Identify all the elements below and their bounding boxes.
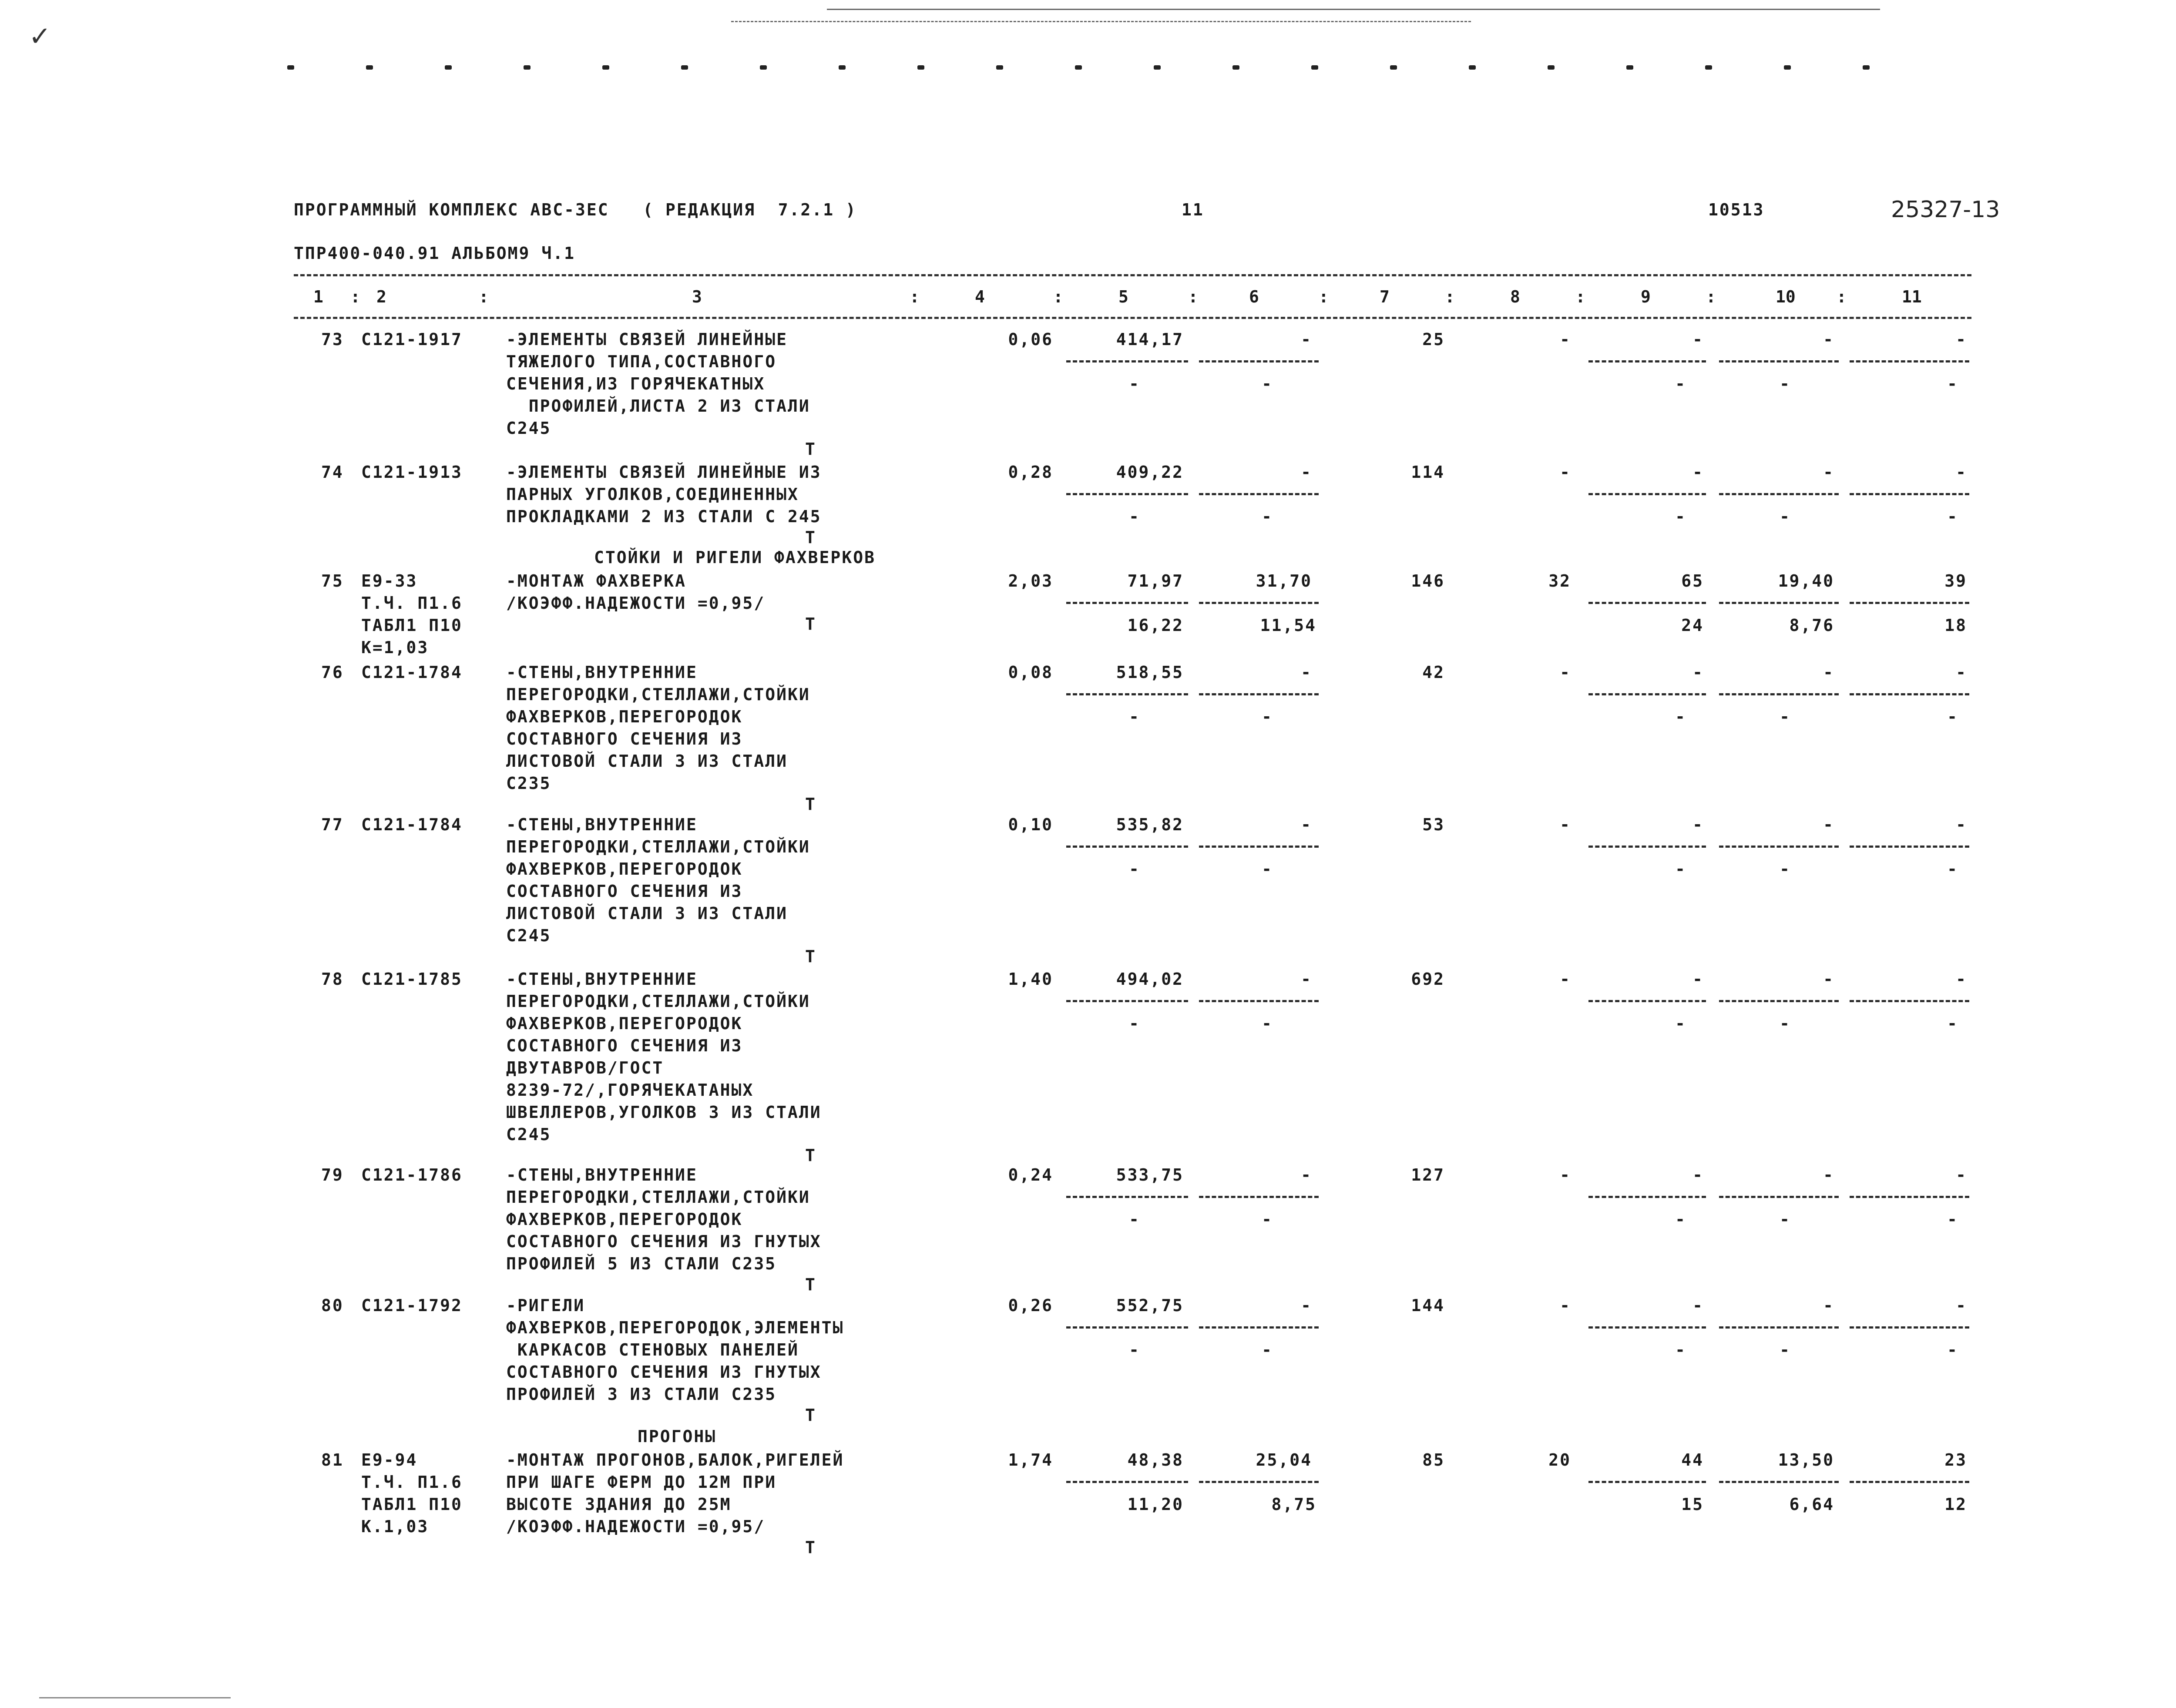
subtotal-separator (1588, 1326, 1706, 1329)
row-code: Т.Ч. П1.6 (361, 594, 463, 613)
cell-col6-secondary: - (1262, 1340, 1273, 1359)
cell-col11-secondary: - (1947, 707, 1958, 726)
column-header: 9 (1641, 287, 1651, 306)
cell-col11: - (1956, 463, 1967, 482)
cell-col11: - (1956, 330, 1967, 349)
subtotal-separator (1588, 846, 1706, 848)
cell-col8: - (1560, 663, 1571, 682)
row-description: ПЕРЕГОРОДКИ,СТЕЛЛАЖИ,СТОЙКИ (506, 992, 810, 1011)
row-description: ФАХВЕРКОВ,ПЕРЕГОРОДОК (506, 707, 743, 726)
column-separator: : (479, 287, 489, 306)
cell-col9-secondary: - (1675, 1210, 1686, 1229)
row-description: КАРКАСОВ СТЕНОВЫХ ПАНЕЛЕЙ (506, 1340, 799, 1359)
row-description: /КОЭФФ.НАДЕЖОСТИ =0,95/ (506, 594, 766, 613)
cell-col4: 1,74 (1008, 1450, 1053, 1470)
row-code: С121-1784 (361, 815, 463, 834)
perforation-mark (1232, 65, 1239, 70)
row-description: ДВУТАВРОВ/ГОСТ (506, 1058, 664, 1077)
perforation-mark (1154, 65, 1161, 70)
cell-col5: 518,55 (1116, 663, 1184, 682)
subtotal-separator (1199, 1481, 1319, 1483)
subtotal-separator (1719, 602, 1839, 604)
cell-col5-secondary: - (1129, 707, 1140, 726)
column-separator: : (1575, 287, 1585, 306)
cell-col6-secondary: 8,75 (1271, 1495, 1316, 1514)
perforation-mark (1311, 65, 1318, 70)
subtotal-separator (1199, 1000, 1319, 1002)
cell-col6: - (1301, 1296, 1312, 1315)
cell-col4: 0,24 (1008, 1165, 1053, 1185)
subtotal-separator (1719, 846, 1839, 848)
cell-col6-secondary: - (1262, 1210, 1273, 1229)
cell-col8: - (1560, 1165, 1571, 1185)
row-code: ТАБЛ1 П10 (361, 1495, 463, 1514)
cell-col6-secondary: 11,54 (1260, 616, 1316, 635)
row-description: ПЕРЕГОРОДКИ,СТЕЛЛАЖИ,СТОЙКИ (506, 837, 810, 856)
row-description: С245 (506, 1125, 551, 1144)
cell-col6: - (1301, 970, 1312, 989)
cell-col6: 25,04 (1256, 1450, 1312, 1470)
cell-col5: 71,97 (1127, 571, 1184, 591)
column-header: 2 (376, 287, 386, 306)
column-separator: : (1445, 287, 1455, 306)
subtotal-separator (1588, 1481, 1706, 1483)
row-description: С245 (506, 926, 551, 945)
row-description: /КОЭФФ.НАДЕЖОСТИ =0,95/ (506, 1517, 766, 1536)
cell-col10: - (1823, 815, 1834, 834)
perforation-mark (1863, 65, 1870, 70)
row-number: 81 (321, 1450, 344, 1470)
column-separator: : (1837, 287, 1847, 306)
row-description: ЛИСТОВОЙ СТАЛИ 3 ИЗ СТАЛИ (506, 904, 788, 923)
cell-col10: - (1823, 970, 1834, 989)
cell-col9: - (1692, 1296, 1704, 1315)
row-description: СЕЧЕНИЯ,ИЗ ГОРЯЧЕКАТНЫХ (506, 374, 766, 393)
column-header: 10 (1776, 287, 1796, 306)
cell-col6: - (1301, 463, 1312, 482)
subtotal-separator (1588, 693, 1706, 695)
cell-col7: 42 (1422, 663, 1445, 682)
column-header: 1 (313, 287, 323, 306)
subtotal-separator (1719, 493, 1839, 495)
cell-col8: - (1560, 970, 1571, 989)
row-number: 80 (321, 1296, 344, 1315)
cell-col4: 1,40 (1008, 970, 1053, 989)
cell-col5-secondary: 16,22 (1127, 616, 1184, 635)
cell-col5: 533,75 (1116, 1165, 1184, 1185)
subtotal-separator (1066, 602, 1188, 604)
subtotal-separator (1199, 693, 1319, 695)
column-separator: : (1053, 287, 1063, 306)
subtotal-separator (1199, 846, 1319, 848)
perforation-mark (1075, 65, 1082, 70)
perforation-mark (524, 65, 531, 70)
cell-col9: 44 (1681, 1450, 1704, 1470)
cell-col10-secondary: - (1780, 1340, 1791, 1359)
row-number: 79 (321, 1165, 344, 1185)
cell-col7: 114 (1411, 463, 1445, 482)
cell-col11: 23 (1944, 1450, 1967, 1470)
row-description: ФАХВЕРКОВ,ПЕРЕГОРОДОК (506, 859, 743, 879)
row-description: -РИГЕЛИ (506, 1296, 585, 1315)
cell-col9: - (1692, 970, 1704, 989)
cell-col11: - (1956, 663, 1967, 682)
album-title: ТПР400-040.91 АЛЬБОМ9 Ч.1 (294, 244, 575, 263)
cell-col8: 20 (1548, 1450, 1571, 1470)
row-description: ПАРНЫХ УГОЛКОВ,СОЕДИНЕННЫХ (506, 485, 799, 504)
row-description: -МОНТАЖ ФАХВЕРКА (506, 571, 687, 591)
subtotal-separator (1850, 846, 1969, 848)
cell-col7: 25 (1422, 330, 1445, 349)
cell-col9: - (1692, 815, 1704, 834)
cell-col9: 65 (1681, 571, 1704, 591)
header-rule-top (294, 274, 1971, 276)
column-header: 6 (1249, 287, 1259, 306)
perforation-mark (1469, 65, 1476, 70)
row-description: ЛИСТОВОЙ СТАЛИ 3 ИЗ СТАЛИ (506, 752, 788, 771)
cell-col9-secondary: 15 (1681, 1495, 1704, 1514)
handwritten-stamp: 25327-13 (1891, 197, 2000, 223)
row-number: 73 (321, 330, 344, 349)
total-marker: Т (805, 1146, 815, 1165)
subtotal-separator (1719, 693, 1839, 695)
column-header: 8 (1510, 287, 1520, 306)
cell-col4: 2,03 (1008, 571, 1053, 591)
subtotal-separator (1066, 360, 1188, 362)
cell-col10: 19,40 (1778, 571, 1834, 591)
top-rule (731, 21, 1471, 22)
cell-col5: 494,02 (1116, 970, 1184, 989)
cell-col11-secondary: 18 (1944, 616, 1967, 635)
column-header: 11 (1902, 287, 1922, 306)
cell-col5: 48,38 (1127, 1450, 1184, 1470)
perforation-mark (839, 65, 846, 70)
cell-col6-secondary: - (1262, 1014, 1273, 1033)
row-description: ПРИ ШАГЕ ФЕРМ ДО 12М ПРИ (506, 1473, 777, 1492)
subtotal-separator (1588, 360, 1706, 362)
cell-col4: 0,08 (1008, 663, 1053, 682)
row-description: СОСТАВНОГО СЕЧЕНИЯ ИЗ (506, 882, 743, 901)
row-description: -ЭЛЕМЕНТЫ СВЯЗЕЙ ЛИНЕЙНЫЕ ИЗ (506, 463, 822, 482)
cell-col7: 85 (1422, 1450, 1445, 1470)
row-code: С121-1785 (361, 970, 463, 989)
cell-col5: 552,75 (1116, 1296, 1184, 1315)
cell-col6: - (1301, 815, 1312, 834)
subtotal-separator (1199, 1326, 1319, 1329)
row-description: ФАХВЕРКОВ,ПЕРЕГОРОДОК (506, 1014, 743, 1033)
cell-col9-secondary: - (1675, 507, 1686, 526)
column-separator: : (1319, 287, 1329, 306)
subtotal-separator (1850, 1000, 1969, 1002)
cell-col5: 409,22 (1116, 463, 1184, 482)
cell-col7: 127 (1411, 1165, 1445, 1185)
subtotal-separator (1719, 360, 1839, 362)
cell-col9-secondary: - (1675, 859, 1686, 879)
row-code: К.1,03 (361, 1517, 429, 1536)
row-description: 8239-72/,ГОРЯЧЕКАТАНЫХ (506, 1081, 754, 1100)
total-marker: Т (805, 1406, 815, 1425)
row-number: 78 (321, 970, 344, 989)
subtotal-separator (1588, 493, 1706, 495)
cell-col5-secondary: - (1129, 1210, 1140, 1229)
cell-col8: 32 (1548, 571, 1571, 591)
cell-col10: - (1823, 463, 1834, 482)
row-description: ПЕРЕГОРОДКИ,СТЕЛЛАЖИ,СТОЙКИ (506, 685, 810, 704)
subtotal-separator (1850, 1196, 1969, 1198)
cell-col9-secondary: - (1675, 1340, 1686, 1359)
cell-col5-secondary: - (1129, 1340, 1140, 1359)
document-code: 10513 (1708, 200, 1765, 219)
column-header: 4 (975, 287, 985, 306)
subtotal-separator (1066, 493, 1188, 495)
top-rule (827, 9, 1880, 10)
subtotal-separator (1066, 693, 1188, 695)
cell-col9-secondary: - (1675, 1014, 1686, 1033)
total-marker: Т (805, 1538, 815, 1557)
total-marker: Т (805, 947, 815, 966)
perforation-mark (445, 65, 452, 70)
perforation-mark (1548, 65, 1555, 70)
perforation-mark (1626, 65, 1633, 70)
cell-col10-secondary: - (1780, 1210, 1791, 1229)
row-number: 76 (321, 663, 344, 682)
subtotal-separator (1850, 693, 1969, 695)
cell-col10: 13,50 (1778, 1450, 1834, 1470)
cell-col10: - (1823, 1165, 1834, 1185)
subtotal-separator (1199, 493, 1319, 495)
row-description: СОСТАВНОГО СЕЧЕНИЯ ИЗ ГНУТЫХ (506, 1232, 822, 1251)
column-separator: : (350, 287, 360, 306)
subtotal-separator (1588, 1196, 1706, 1198)
perforation-mark (681, 65, 688, 70)
cell-col11: 39 (1944, 571, 1967, 591)
row-code: С121-1917 (361, 330, 463, 349)
header-rule-bottom (294, 317, 1971, 319)
row-number: 74 (321, 463, 344, 482)
subtotal-separator (1850, 1326, 1969, 1329)
cell-col11-secondary: - (1947, 859, 1958, 879)
program-title: ПРОГРАММНЫЙ КОМПЛЕКС АВС-3ЕС ( РЕДАКЦИЯ 7.2.1 ) (294, 200, 857, 219)
subtotal-separator (1719, 1000, 1839, 1002)
perforation-mark (996, 65, 1003, 70)
cell-col5-secondary: - (1129, 374, 1140, 393)
cell-col7: 692 (1411, 970, 1445, 989)
cell-col5-secondary: - (1129, 507, 1140, 526)
cell-col10: - (1823, 330, 1834, 349)
cell-col10-secondary: - (1780, 859, 1791, 879)
subtotal-separator (1719, 1481, 1839, 1483)
cell-col4: 0,10 (1008, 815, 1053, 834)
row-description: ФАХВЕРКОВ,ПЕРЕГОРОДОК (506, 1210, 743, 1229)
cell-col4: 0,06 (1008, 330, 1053, 349)
row-description: ТЯЖЕЛОГО ТИПА,СОСТАВНОГО (506, 352, 777, 371)
cell-col9-secondary: - (1675, 374, 1686, 393)
cell-col8: - (1560, 1296, 1571, 1315)
subtotal-separator (1719, 1196, 1839, 1198)
perforation-mark (1705, 65, 1712, 70)
cell-col6-secondary: - (1262, 859, 1273, 879)
row-code: Е9-33 (361, 571, 418, 591)
row-description: С245 (506, 419, 551, 438)
cell-col10-secondary: 8,76 (1789, 616, 1834, 635)
perforation-mark (917, 65, 924, 70)
cell-col6-secondary: - (1262, 707, 1273, 726)
row-code: С121-1784 (361, 663, 463, 682)
subtotal-separator (1199, 360, 1319, 362)
column-separator: : (1188, 287, 1198, 306)
cell-col8: - (1560, 330, 1571, 349)
row-description: -СТЕНЫ,ВНУТРЕННИЕ (506, 663, 698, 682)
perforation-mark (602, 65, 609, 70)
cell-col11: - (1956, 1165, 1967, 1185)
column-separator: : (910, 287, 920, 306)
row-code: Е9-94 (361, 1450, 418, 1470)
perforation-mark (760, 65, 767, 70)
cell-col5: 414,17 (1116, 330, 1184, 349)
cell-col9-secondary: 24 (1681, 616, 1704, 635)
cell-col6: - (1301, 330, 1312, 349)
cell-col10: - (1823, 663, 1834, 682)
cell-col9: - (1692, 663, 1704, 682)
section-heading: ПРОГОНЫ (638, 1427, 717, 1446)
cell-col10-secondary: - (1780, 374, 1791, 393)
row-description: СОСТАВНОГО СЕЧЕНИЯ ИЗ (506, 1036, 743, 1055)
total-marker: Т (805, 795, 815, 814)
subtotal-separator (1588, 602, 1706, 604)
cell-col11: - (1956, 1296, 1967, 1315)
cell-col5-secondary: - (1129, 1014, 1140, 1033)
row-description: СОСТАВНОГО СЕЧЕНИЯ ИЗ ГНУТЫХ (506, 1362, 822, 1382)
cell-col5-secondary: 11,20 (1127, 1495, 1184, 1514)
cell-col10-secondary: - (1780, 707, 1791, 726)
bottom-rule (39, 1697, 231, 1698)
row-description: ШВЕЛЛЕРОВ,УГОЛКОВ 3 ИЗ СТАЛИ (506, 1103, 822, 1122)
row-code: С121-1792 (361, 1296, 463, 1315)
column-header: 3 (692, 287, 702, 306)
total-marker: Т (805, 1275, 815, 1294)
perforation-mark (1390, 65, 1397, 70)
row-description: -СТЕНЫ,ВНУТРЕННИЕ (506, 1165, 698, 1185)
subtotal-separator (1850, 360, 1969, 362)
cell-col5-secondary: - (1129, 859, 1140, 879)
cell-col11-secondary: - (1947, 1210, 1958, 1229)
cell-col6: 31,70 (1256, 571, 1312, 591)
cell-col9-secondary: - (1675, 707, 1686, 726)
cell-col4: 0,26 (1008, 1296, 1053, 1315)
cell-col6: - (1301, 663, 1312, 682)
cell-col7: 146 (1411, 571, 1445, 591)
row-code: Т.Ч. П1.6 (361, 1473, 463, 1492)
cell-col7: 144 (1411, 1296, 1445, 1315)
subtotal-separator (1066, 1196, 1188, 1198)
row-description: -МОНТАЖ ПРОГОНОВ,БАЛОК,РИГЕЛЕЙ (506, 1450, 844, 1470)
subtotal-separator (1850, 493, 1969, 495)
cell-col11-secondary: - (1947, 374, 1958, 393)
row-description: ПРОФИЛЕЙ 5 ИЗ СТАЛИ С235 (506, 1254, 777, 1273)
cell-col4: 0,28 (1008, 463, 1053, 482)
cell-col6-secondary: - (1262, 374, 1273, 393)
row-description: -ЭЛЕМЕНТЫ СВЯЗЕЙ ЛИНЕЙНЫЕ (506, 330, 788, 349)
subtotal-separator (1066, 1326, 1188, 1329)
row-description: ПРОФИЛЕЙ,ЛИСТА 2 ИЗ СТАЛИ (506, 396, 810, 416)
row-description: ПРОКЛАДКАМИ 2 ИЗ СТАЛИ С 245 (506, 507, 822, 526)
row-description: ВЫСОТЕ ЗДАНИЯ ДО 25М (506, 1495, 732, 1514)
subtotal-separator (1199, 602, 1319, 604)
cell-col8: - (1560, 815, 1571, 834)
row-code: С121-1786 (361, 1165, 463, 1185)
perforation-mark (366, 65, 373, 70)
cell-col7: 53 (1422, 815, 1445, 834)
cell-col10: - (1823, 1296, 1834, 1315)
column-header: 5 (1118, 287, 1128, 306)
perforation-mark (1784, 65, 1791, 70)
check-mark-icon: ✓ (30, 17, 49, 53)
row-code: ТАБЛ1 П10 (361, 616, 463, 635)
subtotal-separator (1719, 1326, 1839, 1329)
subtotal-separator (1850, 1481, 1969, 1483)
cell-col9: - (1692, 330, 1704, 349)
subtotal-separator (1066, 1000, 1188, 1002)
cell-col9: - (1692, 1165, 1704, 1185)
row-description: СОСТАВНОГО СЕЧЕНИЯ ИЗ (506, 729, 743, 748)
cell-col5: 535,82 (1116, 815, 1184, 834)
cell-col11: - (1956, 815, 1967, 834)
cell-col11-secondary: - (1947, 507, 1958, 526)
cell-col6-secondary: - (1262, 507, 1273, 526)
cell-col9: - (1692, 463, 1704, 482)
row-number: 77 (321, 815, 344, 834)
subtotal-separator (1199, 1196, 1319, 1198)
cell-col11-secondary: - (1947, 1014, 1958, 1033)
column-header: 7 (1380, 287, 1390, 306)
cell-col10-secondary: 6,64 (1789, 1495, 1834, 1514)
row-description: ПЕРЕГОРОДКИ,СТЕЛЛАЖИ,СТОЙКИ (506, 1188, 810, 1207)
cell-col10-secondary: - (1780, 1014, 1791, 1033)
total-marker: Т (805, 528, 815, 547)
cell-col11-secondary: - (1947, 1340, 1958, 1359)
perforation-mark (287, 65, 294, 70)
cell-col11: - (1956, 970, 1967, 989)
row-description: С235 (506, 774, 551, 793)
cell-col6: - (1301, 1165, 1312, 1185)
row-code: С121-1913 (361, 463, 463, 482)
cell-col10-secondary: - (1780, 507, 1791, 526)
cell-col8: - (1560, 463, 1571, 482)
row-number: 75 (321, 571, 344, 591)
column-separator: : (1706, 287, 1716, 306)
total-marker: Т (805, 440, 815, 459)
row-code: К=1,03 (361, 638, 429, 657)
total-marker: Т (805, 614, 815, 634)
row-description: -СТЕНЫ,ВНУТРЕННИЕ (506, 815, 698, 834)
section-heading: СТОЙКИ И РИГЕЛИ ФАХВЕРКОВ (594, 548, 876, 567)
perforation-row (287, 65, 1941, 78)
cell-col11-secondary: 12 (1944, 1495, 1967, 1514)
row-description: ФАХВЕРКОВ,ПЕРЕГОРОДОК,ЭЛЕМЕНТЫ (506, 1318, 844, 1337)
subtotal-separator (1066, 1481, 1188, 1483)
row-description: ПРОФИЛЕЙ 3 ИЗ СТАЛИ С235 (506, 1385, 777, 1404)
subtotal-separator (1850, 602, 1969, 604)
subtotal-separator (1066, 846, 1188, 848)
row-description: -СТЕНЫ,ВНУТРЕННИЕ (506, 970, 698, 989)
page-number: 11 (1182, 200, 1204, 219)
subtotal-separator (1588, 1000, 1706, 1002)
